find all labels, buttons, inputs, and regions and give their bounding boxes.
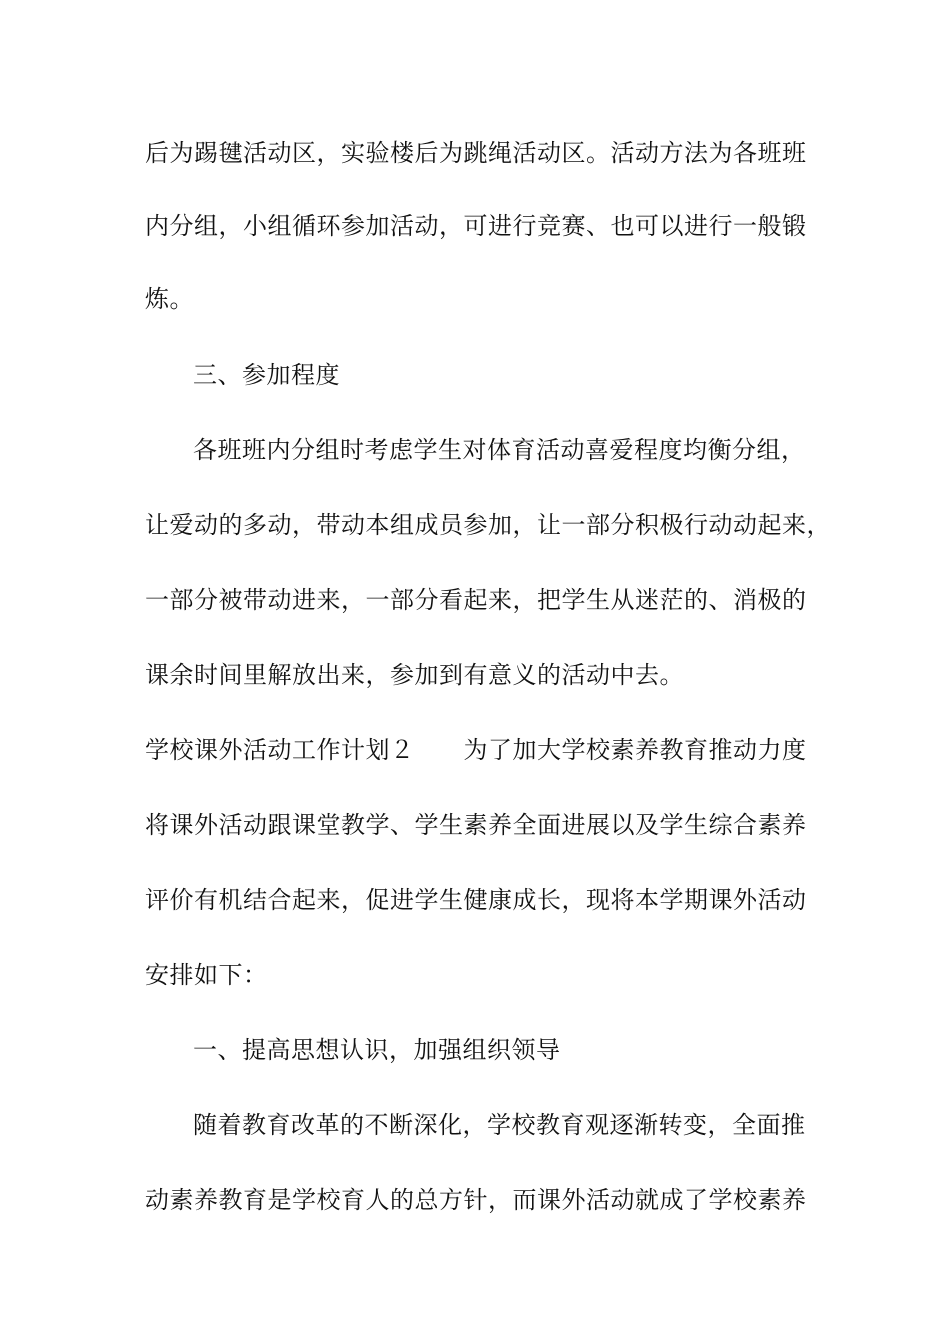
body-text-line: 内分组，小组循环参加活动，可进行竞赛、也可以进行一般锻	[145, 212, 807, 240]
document-title-line: 学校课外活动工作计划２ 为了加大学校素养教育推动力度	[145, 736, 807, 764]
body-text-line: 安排如下：	[145, 961, 268, 989]
body-text-line: 课余时间里解放出来，参加到有意义的活动中去。	[145, 661, 684, 689]
section-heading: 一、提高思想认识，加强组织领导	[193, 1036, 561, 1064]
body-text-line: 将课外活动跟课堂教学、学生素养全面进展以及学生综合素养	[145, 811, 807, 839]
body-text-line: 动素养教育是学校育人的总方针，而课外活动就成了学校素养	[145, 1186, 807, 1214]
body-text-line: 评价有机结合起来，促进学生健康成长，现将本学期课外活动	[145, 886, 807, 914]
body-text-line: 后为踢毽活动区，实验楼后为跳绳活动区。活动方法为各班班	[145, 139, 807, 167]
section-heading: 三、参加程度	[193, 361, 340, 389]
body-text-line: 炼。	[145, 285, 194, 313]
body-text-line: 让爱动的多动，带动本组成员参加，让一部分积极行动动起来，	[145, 511, 831, 539]
body-text-line: 各班班内分组时考虑学生对体育活动喜爱程度均衡分组，	[193, 436, 806, 464]
body-text-line: 随着教育改革的不断深化，学校教育观逐渐转变，全面推	[193, 1111, 806, 1139]
body-text-line: 一部分被带动进来，一部分看起来，把学生从迷茫的、消极的	[145, 586, 807, 614]
